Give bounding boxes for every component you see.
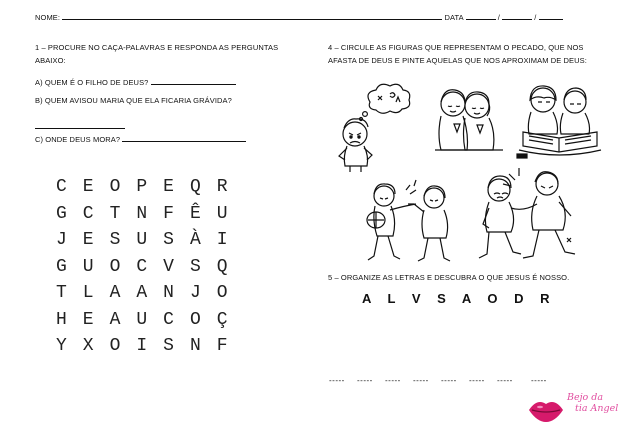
answer-blank-2[interactable]: ----- — [357, 376, 373, 385]
word-search-grid — [48, 174, 248, 360]
word-search-letter[interactable]: H — [55, 309, 67, 330]
word-search-letter[interactable]: N — [163, 283, 174, 304]
word-search-letter[interactable]: Q — [216, 256, 228, 277]
date-day-blank[interactable] — [466, 12, 496, 20]
word-search-letter[interactable]: S — [109, 230, 121, 251]
word-search-letter[interactable]: R — [216, 177, 228, 198]
word-search-letter[interactable]: N — [189, 336, 201, 357]
question-a-answer-line[interactable] — [151, 77, 236, 85]
angry-child-illustration[interactable] — [330, 82, 415, 174]
word-search-letter[interactable]: O — [216, 283, 228, 304]
question-c-text: C) ONDE DEUS MORA? — [35, 135, 121, 144]
word-search-letter[interactable]: Q — [189, 177, 201, 198]
word-search-letter[interactable]: E — [82, 309, 94, 330]
word-search-letter[interactable]: C — [163, 309, 174, 330]
question-a — [35, 77, 236, 87]
question-a-text: A) QUEM É O FILHO DE DEUS? — [35, 78, 149, 87]
date-month-blank[interactable] — [502, 12, 532, 20]
word-search-letter[interactable]: U — [216, 203, 228, 224]
watermark — [527, 392, 622, 426]
word-search-letter[interactable]: I — [136, 336, 148, 357]
word-search-letter[interactable]: O — [189, 309, 201, 330]
word-search-row — [48, 227, 248, 254]
word-search-letter[interactable]: A — [109, 283, 121, 304]
question-b-answer-line[interactable] — [35, 116, 125, 134]
name-label: NOME: — [35, 13, 61, 22]
boys-fighting-illustration[interactable] — [360, 178, 460, 270]
word-search-letter[interactable]: V — [163, 256, 174, 277]
name-blank-line[interactable] — [62, 12, 442, 20]
word-search-letter[interactable]: O — [109, 336, 121, 357]
answer-blank-4[interactable]: ----- — [413, 376, 429, 385]
word-search-letter[interactable]: O — [109, 177, 121, 198]
children-reading-bible-illustration[interactable] — [515, 80, 605, 160]
answer-blank-5[interactable]: ----- — [441, 376, 457, 385]
section-1-title-line-1: 1 – PROCURE NO CAÇA-PALAVRAS E RESPONDA AS PERGUNTAS — [35, 43, 279, 52]
answer-blank-7[interactable]: ----- — [497, 376, 513, 385]
word-search-letter[interactable]: J — [189, 283, 201, 304]
word-search-letter[interactable]: O — [109, 256, 121, 277]
word-search-letter[interactable]: I — [216, 230, 228, 251]
word-search-row — [48, 201, 248, 228]
word-search-letter[interactable]: E — [82, 230, 94, 251]
lips-icon — [527, 398, 565, 424]
word-search-letter[interactable]: U — [136, 309, 148, 330]
date-year-blank[interactable] — [539, 12, 563, 20]
word-search-letter[interactable]: P — [136, 177, 148, 198]
section-1-title-line-2: ABAIXO: — [35, 56, 66, 65]
answer-blank-8[interactable]: ----- — [531, 376, 547, 385]
word-search-row — [48, 280, 248, 307]
word-search-letter[interactable]: T — [109, 203, 121, 224]
word-search-row — [48, 254, 248, 281]
word-search-letter[interactable]: G — [55, 203, 67, 224]
word-search-row — [48, 307, 248, 334]
word-search-letter[interactable]: C — [55, 177, 67, 198]
word-search-letter[interactable]: X — [82, 336, 94, 357]
word-search-letter[interactable]: N — [136, 203, 148, 224]
word-search-letter[interactable]: E — [163, 177, 174, 198]
word-search-letter[interactable]: A — [136, 283, 148, 304]
bullying-illustration[interactable] — [475, 168, 585, 268]
children-praying-illustration[interactable] — [425, 82, 510, 157]
question-c-answer-line[interactable] — [122, 134, 246, 142]
name-date-header — [35, 12, 605, 22]
word-search-letter[interactable]: F — [163, 203, 174, 224]
date-separator: / — [534, 13, 537, 22]
word-search-letter[interactable]: S — [163, 336, 174, 357]
date-label: DATA — [444, 13, 464, 22]
section-4-title-line-2: AFASTA DE DEUS E PINTE AQUELAS QUE NOS APROXIMAM DE DEUS: — [328, 56, 587, 65]
word-search-letter[interactable]: L — [82, 283, 94, 304]
section-4-title-line-1: 4 – CIRCULE AS FIGURAS QUE REPRESENTAM O PECADO, QUE NOS — [328, 43, 584, 52]
answer-blank-3[interactable]: ----- — [385, 376, 401, 385]
word-search-letter[interactable]: E — [82, 177, 94, 198]
section-5-title: 5 – ORGANIZE AS LETRAS E DESCUBRA O QUE JESUS É NOSSO. — [328, 273, 570, 282]
watermark-text — [567, 392, 618, 414]
answer-blank-1[interactable]: ----- — [329, 376, 345, 385]
word-search-letter[interactable]: T — [55, 283, 67, 304]
word-search-letter[interactable]: C — [82, 203, 94, 224]
word-search-letter[interactable]: S — [163, 230, 174, 251]
word-search-letter[interactable]: C — [136, 256, 148, 277]
date-separator: / — [497, 13, 500, 22]
question-b-text: B) QUEM AVISOU MARIA QUE ELA FICARIA GRÁVIDA? — [35, 96, 232, 105]
word-search-letter[interactable]: A — [109, 309, 121, 330]
scrambled-letters: A L V S A O D R — [362, 291, 557, 306]
word-search-row — [48, 174, 248, 201]
word-search-letter[interactable]: Ç — [216, 309, 228, 330]
word-search-letter[interactable]: À — [189, 230, 201, 251]
word-search-letter[interactable]: S — [189, 256, 201, 277]
word-search-letter[interactable]: G — [55, 256, 67, 277]
word-search-letter[interactable]: F — [216, 336, 228, 357]
word-search-letter[interactable]: U — [136, 230, 148, 251]
word-search-letter[interactable]: Ê — [189, 203, 201, 224]
question-c — [35, 134, 246, 144]
word-search-row — [48, 333, 248, 360]
word-search-letter[interactable]: J — [55, 230, 67, 251]
answer-blank-6[interactable]: ----- — [469, 376, 485, 385]
watermark-line-2: tia Angel — [575, 403, 619, 414]
word-search-letter[interactable]: U — [82, 256, 94, 277]
watermark-line-1: Bejo da — [567, 392, 604, 403]
word-search-letter[interactable]: Y — [55, 336, 67, 357]
